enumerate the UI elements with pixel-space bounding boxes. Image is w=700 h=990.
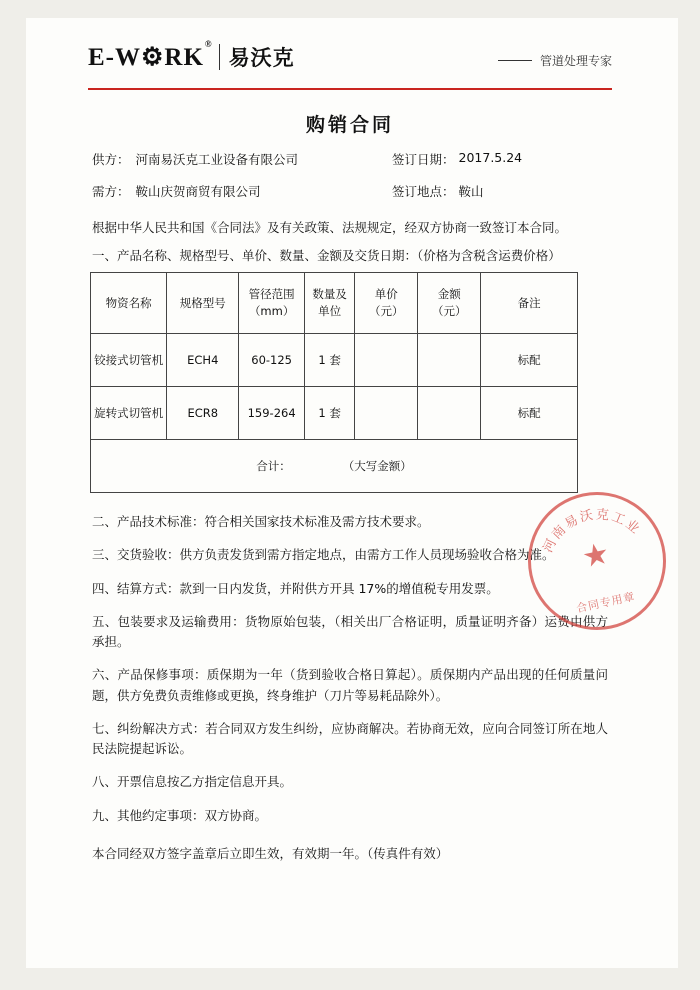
company-logo bbox=[88, 38, 295, 72]
sign-date-value: 2017.5.24 bbox=[458, 150, 523, 165]
header-cell-model: 规格型号 bbox=[167, 273, 239, 334]
seal-bottom-label: 合同专用章 bbox=[575, 589, 637, 616]
table-total-row bbox=[91, 440, 578, 493]
supplier-label: 供方： bbox=[92, 152, 130, 167]
cell-note: 标配 bbox=[481, 387, 578, 440]
header-cell-note: 备注 bbox=[481, 273, 578, 334]
goods-table-body bbox=[91, 334, 578, 493]
total-value: （大写金额） bbox=[342, 458, 412, 473]
logo-wordmark-head: E-W bbox=[88, 44, 141, 71]
buyer-label: 需方： bbox=[92, 184, 130, 199]
sign-date-field bbox=[392, 150, 608, 168]
clause-8: 八、开票信息按乙方指定信息开具。 bbox=[92, 774, 293, 790]
goods-table-head bbox=[91, 273, 578, 334]
paper-edge-bottom bbox=[0, 968, 700, 990]
meta-row-supplier bbox=[92, 150, 608, 168]
tagline-dash-icon bbox=[498, 60, 532, 61]
table-header-row bbox=[91, 273, 578, 334]
cell-model: ECR8 bbox=[167, 387, 239, 440]
clause-6: 六、产品保修事项：质保期为一年（货到验收合格日算起）。质保期内产品出现的任何质量问题，供方免费负责维修或更换，终身维护（刀片等易耗品除外）。 bbox=[92, 667, 608, 703]
logo-divider bbox=[219, 44, 220, 70]
sign-place-label: 签订地点： bbox=[392, 184, 455, 199]
goods-table-wrapper bbox=[90, 272, 578, 493]
cell-price bbox=[355, 387, 418, 440]
cell-quantity: 1 套 bbox=[304, 334, 354, 387]
table-row bbox=[91, 387, 578, 440]
cell-amount bbox=[418, 334, 481, 387]
clause-4: 四、结算方式：款到一日内发货，并附供方开具 17%的增值税专用发票。 bbox=[92, 580, 499, 596]
page-title: 购销合同 bbox=[305, 114, 394, 136]
sign-place-value: 鞍山 bbox=[458, 184, 484, 199]
cell-quantity: 1 套 bbox=[304, 387, 354, 440]
header-cell-amount: 金额 （元） bbox=[418, 273, 481, 334]
header-cell-range: 管径范围 （mm） bbox=[239, 273, 305, 334]
supplier-value: 河南易沃克工业设备有限公司 bbox=[135, 152, 299, 167]
header-cell-price: 单价 （元） bbox=[355, 273, 418, 334]
cell-price bbox=[355, 334, 418, 387]
header-rule bbox=[88, 88, 612, 90]
buyer-value: 鞍山庆贺商贸有限公司 bbox=[135, 184, 261, 199]
buyer-field bbox=[92, 182, 392, 200]
document-header bbox=[88, 38, 612, 88]
logo-wordmark-tail: RK bbox=[164, 44, 204, 71]
cell-range: 60-125 bbox=[239, 334, 305, 387]
table-row bbox=[91, 334, 578, 387]
paper-edge-top bbox=[0, 0, 700, 18]
clause-2: 二、产品技术标准：符合相关国家技术标准及需方技术要求。 bbox=[92, 514, 430, 529]
sign-date-label: 签订日期： bbox=[392, 152, 455, 167]
intro-paragraph: 根据中华人民共和国《合同法》及有关政策、法规规定，经双方协商一致签订本合同。 bbox=[92, 220, 568, 235]
header-tagline bbox=[498, 52, 612, 69]
seal-arc-label: 河南易沃克工业 bbox=[540, 507, 644, 556]
clause-7: 七、纠纷解决方式：若合同双方发生纠纷，应协商解决。若协商无效，应向合同签订所在地人民法院提起诉讼。 bbox=[92, 720, 608, 756]
contract-footnote: 本合同经双方签字盖章后立即生效，有效期一年。（传真件有效） bbox=[92, 845, 449, 861]
clause-9: 九、其他约定事项：双方协商。 bbox=[92, 807, 268, 823]
paper-edge-right bbox=[678, 0, 700, 990]
total-cell bbox=[91, 440, 578, 493]
clause-1-heading: 一、产品名称、规格型号、单价、数量、金额及交货日期：（价格为含税含运费价格） bbox=[92, 248, 561, 263]
sign-place-field bbox=[392, 182, 608, 200]
star-icon: ★ bbox=[579, 536, 613, 575]
paper-edge-left bbox=[0, 0, 26, 990]
clause-5: 五、包装要求及运输费用：货物原始包装，（相关出厂合格证明，质量证明齐备）运费由供方承担。 bbox=[92, 613, 608, 649]
logo-chinese-name: 易沃克 bbox=[228, 46, 295, 70]
cell-note: 标配 bbox=[481, 334, 578, 387]
contract-meta bbox=[92, 150, 608, 214]
seal-inner bbox=[519, 483, 676, 640]
cell-name: 旋转式切管机 bbox=[91, 387, 167, 440]
cell-amount bbox=[418, 387, 481, 440]
cell-model: ECH4 bbox=[167, 334, 239, 387]
gear-icon: ⚙ bbox=[141, 44, 165, 71]
tagline-text: 管道处理专家 bbox=[539, 54, 612, 68]
meta-row-buyer bbox=[92, 182, 608, 200]
logo-wordmark bbox=[88, 38, 213, 72]
cell-name: 铰接式切管机 bbox=[91, 334, 167, 387]
clause-3: 三、交货验收：供方负责发货到需方指定地点，由需方工作人员现场验收合格为准。 bbox=[92, 547, 555, 563]
cell-range: 159-264 bbox=[239, 387, 305, 440]
header-cell-quantity: 数量及 单位 bbox=[304, 273, 354, 334]
registered-trademark-icon: ® bbox=[204, 38, 213, 49]
header-cell-name: 物资名称 bbox=[91, 273, 167, 334]
total-label: 合计： bbox=[256, 458, 291, 473]
goods-table bbox=[90, 272, 578, 493]
supplier-field bbox=[92, 150, 392, 168]
